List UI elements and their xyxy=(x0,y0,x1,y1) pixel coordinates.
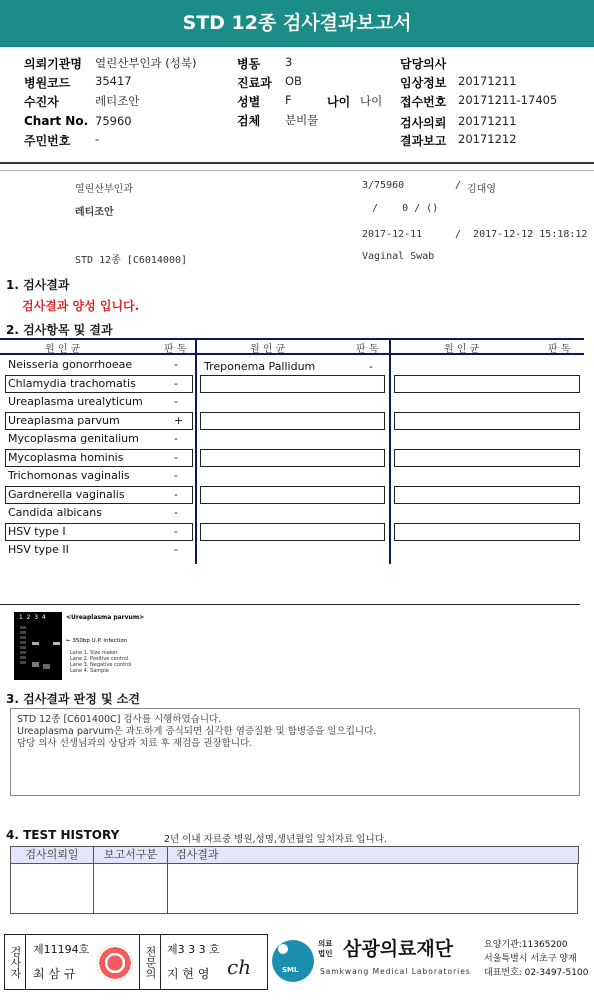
organism-name: Mycoplasma genitalium xyxy=(8,432,139,445)
organism-name: Mycoplasma hominis xyxy=(8,450,124,464)
gel-band-positive xyxy=(32,642,39,645)
footer xyxy=(0,934,594,1000)
org-prefix xyxy=(318,939,333,959)
col3-empty-cell xyxy=(394,449,580,467)
gel-band-positive-low xyxy=(32,662,39,667)
org-name: 삼광의료재단 xyxy=(343,938,454,960)
patient-clinic: 열린산부인과 xyxy=(75,184,133,195)
history-header-result: 검사결과 xyxy=(167,846,579,864)
table-top-rule xyxy=(0,338,584,340)
organism-result: - xyxy=(174,506,178,519)
section2-title: 2. 검사항목 및 결과 xyxy=(6,323,113,337)
col-divider-1 xyxy=(195,338,197,564)
specialist-signature: ch xyxy=(227,955,252,979)
label-request-date: 검사의뢰 xyxy=(400,116,447,130)
gel-figure xyxy=(14,612,179,682)
col3-header-org: 원 인 균 xyxy=(444,344,480,355)
history-note: 2년 이내 자료중 병원,성명,생년월일 일치자료 입니다. xyxy=(164,834,387,845)
comment-box xyxy=(10,708,580,796)
value-age: 나이 xyxy=(360,94,383,108)
value-specimen: 분비물 xyxy=(285,113,319,127)
value-report-date: 20171212 xyxy=(458,132,517,146)
gel-ladder xyxy=(20,626,26,666)
gel-lane-numbers: 1 2 3 4 xyxy=(19,614,46,621)
col2-empty-cell xyxy=(200,412,385,430)
gel-title: <Ureaplasma parvum> xyxy=(66,614,145,621)
sml-logo-text: SML xyxy=(282,966,299,974)
organism-name: Gardnerella vaginalis xyxy=(8,487,125,501)
value-receipt-no: 20171211-17405 xyxy=(458,93,558,107)
gel-band-sample xyxy=(53,642,60,645)
organism-result: + xyxy=(174,413,184,427)
gel-legend-item: Lane 4. Sample xyxy=(70,668,109,674)
patient-name: 레티조안 xyxy=(75,207,114,218)
gel-band-label: ← 350bp U.P. infection xyxy=(66,638,128,644)
org-contact xyxy=(484,938,594,980)
col3-empty-cell xyxy=(394,375,580,393)
organism-result: - xyxy=(174,469,178,482)
col3-header-judge: 판 독 xyxy=(548,344,571,355)
col2-row-result: - xyxy=(369,360,373,373)
patient-date-2: / 2017-12-12 15:18:12 xyxy=(455,229,588,240)
col2-header-judge: 판 독 xyxy=(356,344,379,355)
comment-line-3: 담당 의사 선생님과의 상담과 치료 후 재검을 권장합니다. xyxy=(17,738,253,749)
history-col-line-2 xyxy=(167,863,168,913)
specialist-name: 지 현 영 xyxy=(167,967,210,981)
label-ward: 병동 xyxy=(237,57,261,71)
specialist-label: 전문의 xyxy=(139,935,161,989)
col3-empty-cell xyxy=(394,412,580,430)
gel-legend-item: Lane 1. Size maker xyxy=(70,650,118,656)
col2-empty-cell xyxy=(200,449,385,467)
value-institution: 열린산부인과 (성북) xyxy=(95,56,197,70)
value-ward: 3 xyxy=(285,55,293,69)
tester-name: 최 삼 규 xyxy=(33,967,76,981)
label-sex: 성별 xyxy=(237,95,261,109)
organism-result: - xyxy=(174,395,178,408)
result-summary: 검사결과 양성 입니다. xyxy=(22,299,140,313)
value-clinical-info: 20171211 xyxy=(458,74,517,88)
history-header-type: 보고서구분 xyxy=(93,846,168,864)
history-header-date: 검사의뢰일 xyxy=(10,846,94,864)
value-collector: 레티조안 xyxy=(95,94,140,108)
history-table xyxy=(10,846,578,914)
org-prefix-line2: 법인 xyxy=(318,949,333,958)
report-title: STD 12종 검사결과보고서 xyxy=(0,0,594,47)
col1-header-judge: 판 독 xyxy=(164,344,187,355)
value-dept: OB xyxy=(285,74,302,88)
gel-legend-item: Lane 3. Negative control xyxy=(70,662,132,668)
organism-name: HSV type I xyxy=(8,524,66,538)
label-clinical-info: 임상정보 xyxy=(400,76,447,90)
organism-name: HSV type II xyxy=(8,543,69,556)
label-doctor: 담당의사 xyxy=(400,57,447,71)
label-age: 나이 xyxy=(327,95,351,109)
results-table xyxy=(0,338,586,564)
patient-date-1: 2017-12-11 xyxy=(362,229,423,240)
gel-image xyxy=(14,612,62,680)
label-dept: 진료과 xyxy=(237,76,272,90)
gel-band-negative xyxy=(43,664,50,669)
organism-result: - xyxy=(174,543,178,556)
label-resident-no: 주민번호 xyxy=(24,134,71,148)
tester-id: 제11194호 xyxy=(33,943,90,956)
sml-logo-icon xyxy=(272,940,314,982)
specialist-id: 제3 3 3 호 xyxy=(167,943,220,956)
org-contact-line1: 요양기관:11365200 xyxy=(484,940,568,950)
separator xyxy=(0,170,594,171)
patient-doctor-name: 김대영 xyxy=(467,184,496,195)
organism-name: Ureaplasma parvum xyxy=(8,413,120,427)
patient-id-slash: / xyxy=(455,180,462,191)
label-specimen: 검체 xyxy=(237,114,261,128)
col2-empty-cell xyxy=(200,375,385,393)
sample-type: Vaginal Swab xyxy=(362,251,435,262)
gel-top-rule xyxy=(0,604,580,605)
org-sub: Samkwang Medical Laboratories xyxy=(320,967,471,976)
value-resident-no: - xyxy=(95,132,100,146)
value-sex: F xyxy=(285,93,292,107)
gel-legend xyxy=(70,650,131,674)
label-institution: 의뢰기관명 xyxy=(24,57,82,71)
organism-name: Trichomonas vaginalis xyxy=(8,469,130,482)
col2-header-org: 원 인 균 xyxy=(250,344,286,355)
tester-seal xyxy=(97,945,133,981)
label-receipt-no: 접수번호 xyxy=(400,95,447,109)
organism-result: - xyxy=(174,432,178,445)
col2-empty-cell xyxy=(200,486,385,504)
col-divider-2 xyxy=(389,338,391,564)
patient-age-sex: / 0 / () xyxy=(372,203,439,214)
comment-line-1: STD 12종 [C601400C] 검사를 시행하였습니다. xyxy=(17,714,222,725)
label-chart-no: Chart No. xyxy=(24,114,89,128)
org-contact-line2: 서울특별시 서초구 양재 xyxy=(484,954,577,964)
logo-head xyxy=(278,944,288,954)
org-contact-line3: 대표번호: 02-3497-5100 xyxy=(484,968,589,978)
organism-result: - xyxy=(174,524,178,538)
comment-line-2: Ureaplasma parvum은 과도하게 증식되면 심각한 염증질환 및 합병증을 일으킵니다. xyxy=(17,726,377,737)
table-header-rule xyxy=(0,353,584,355)
signature-box xyxy=(4,934,268,990)
patient-id: 3/75960 xyxy=(362,180,405,191)
test-code: STD 12종 [C6014000] xyxy=(75,255,188,266)
info-panel xyxy=(0,47,594,164)
gel-legend-item: Lane 2. Positive control xyxy=(70,656,129,662)
tester-label: 검사자 xyxy=(5,935,26,989)
organism-result: - xyxy=(174,358,178,371)
col3-empty-cell xyxy=(394,486,580,504)
organism-name: Ureaplasma urealyticum xyxy=(8,395,143,408)
org-prefix-line1: 의료 xyxy=(318,939,333,948)
col3-empty-cell xyxy=(394,523,580,541)
col2-row-name: Treponema Pallidum xyxy=(204,360,316,373)
organism-name: Candida albicans xyxy=(8,506,102,519)
organism-result: - xyxy=(174,450,178,464)
label-collector: 수진자 xyxy=(24,95,59,109)
col1-header-org: 원 인 균 xyxy=(45,344,81,355)
section3-title: 3. 검사결과 판정 및 소견 xyxy=(6,692,140,706)
section1-title: 1. 검사결과 xyxy=(6,278,70,292)
label-report-date: 결과보고 xyxy=(400,134,447,148)
organism-name: Neisseria gonorrhoeae xyxy=(8,358,133,371)
value-chart-no: 75960 xyxy=(95,114,132,128)
col2-empty-cell xyxy=(200,523,385,541)
section4-title: 4. TEST HISTORY xyxy=(6,828,120,842)
value-hospital-code: 35417 xyxy=(95,74,132,88)
label-hospital-code: 병원코드 xyxy=(24,76,71,90)
organism-result: - xyxy=(174,376,178,390)
history-col-line-1 xyxy=(93,863,94,913)
organism-result: - xyxy=(174,487,178,501)
organism-name: Chlamydia trachomatis xyxy=(8,376,136,390)
value-request-date: 20171211 xyxy=(458,114,517,128)
